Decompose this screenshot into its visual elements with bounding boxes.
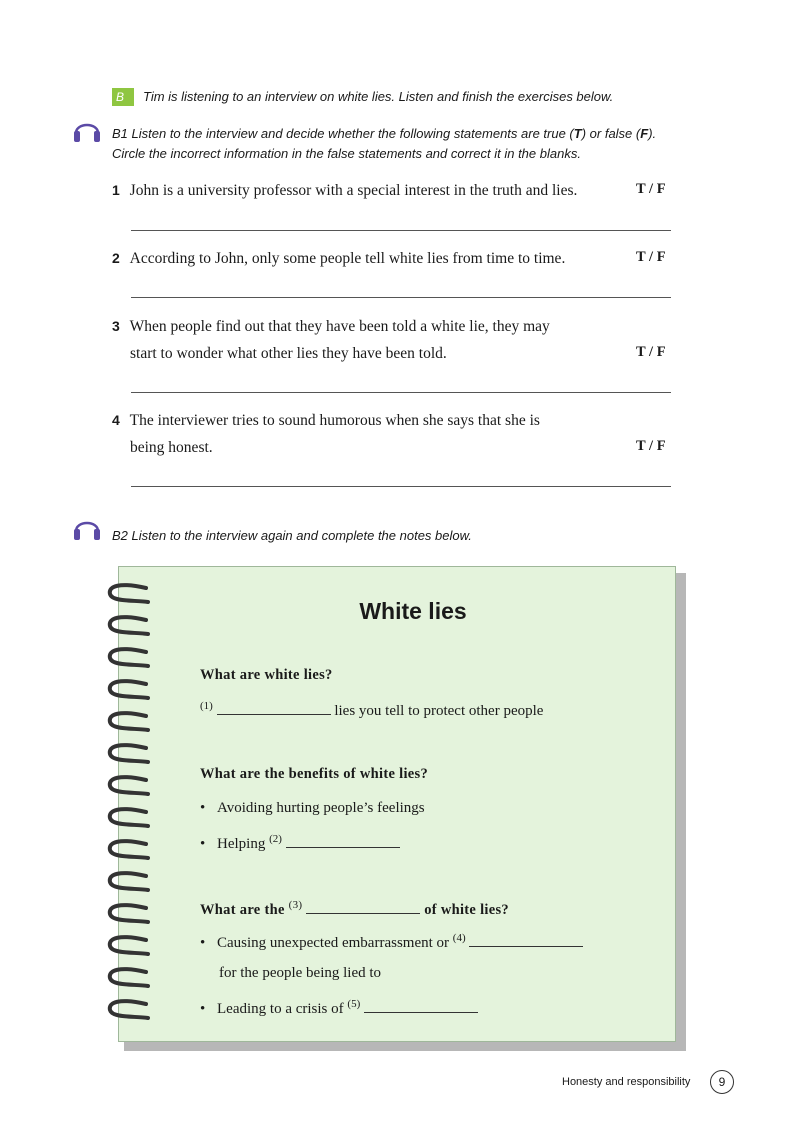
question-text-cont: start to wonder what other lies they have been told. — [130, 345, 447, 362]
true-false-choice[interactable]: T / F — [636, 438, 666, 454]
answer-line[interactable] — [131, 392, 671, 393]
section-intro: Tim is listening to an interview on white lies. Listen and finish the exercises below. — [143, 89, 614, 104]
headphones-icon — [72, 514, 102, 542]
false-letter: F — [640, 126, 649, 141]
headphones-icon — [72, 116, 102, 144]
question-number: 4 — [112, 412, 120, 428]
fill-blank-1[interactable] — [217, 702, 331, 715]
b1-instruction-line2: Circle the incorrect information in the false statements and correct it in the blanks. — [112, 146, 581, 161]
b2-instruction: B2 Listen to the interview again and complete the notes below. — [112, 528, 472, 543]
note-number: (4) — [452, 932, 466, 944]
section-badge: B — [112, 88, 134, 106]
fill-blank-2[interactable] — [286, 835, 400, 848]
question-number: 3 — [112, 318, 120, 334]
b1-instruction: B1 Listen to the interview and decide whether the following statements are true (T) or false (F). Circle the incorrect information in the false statements and correct it in the blanks. — [112, 124, 692, 164]
note-number: (3) — [288, 899, 303, 911]
page-number: 9 — [710, 1070, 734, 1094]
bullet-item: • Causing unexpected embarrassment or $^{(4)}$ — [200, 932, 583, 952]
question-number: 2 — [112, 250, 120, 266]
true-false-choice[interactable]: T / F — [636, 181, 666, 197]
question-text: According to John, only some people tell white lies from time to time. — [129, 250, 566, 267]
answer-line[interactable] — [131, 230, 671, 231]
question-1 — [112, 177, 577, 204]
question-number: 1 — [112, 182, 120, 198]
note-number: (2) — [269, 833, 282, 845]
true-false-choice[interactable]: T / F — [636, 249, 666, 265]
question-2 — [112, 245, 565, 272]
note-number: (5) — [347, 998, 361, 1010]
fill-blank-3[interactable] — [306, 901, 420, 914]
notebook-heading-1: What are white lies? — [200, 667, 333, 683]
fill-blank-4[interactable] — [469, 934, 583, 947]
question-text: When people find out that they have been told a white lie, they may — [129, 318, 550, 335]
question-3 — [112, 313, 550, 340]
answer-line[interactable] — [131, 297, 671, 298]
bullet-item-cont: for the people being lied to — [219, 965, 382, 981]
bullet-item: • Leading to a crisis of $^{(5)}$ — [200, 998, 478, 1018]
question-text-cont: being honest. — [130, 439, 213, 456]
notebook-heading-3: What are the $^{(3)}$ of white lies? — [200, 899, 509, 918]
question-text: The interviewer tries to sound humorous when she says that she is — [129, 412, 540, 429]
note-line-1: $^{(1)}$ lies you tell to protect other people — [200, 700, 544, 719]
notebook-title: White lies — [359, 598, 467, 624]
true-false-choice[interactable]: T / F — [636, 344, 666, 360]
bullet-item: • Helping $^{(2)}$ — [200, 833, 400, 853]
answer-line[interactable] — [131, 486, 671, 487]
question-4 — [112, 407, 540, 434]
fill-blank-5[interactable] — [364, 1000, 478, 1013]
footer-label: Honesty and responsibility — [562, 1076, 691, 1088]
question-text: John is a university professor with a special interest in the truth and lies. — [129, 182, 578, 199]
true-letter: T — [573, 126, 582, 141]
spiral-binding-icon — [100, 580, 156, 1030]
bullet-item: • Avoiding hurting people’s feelings — [200, 800, 425, 816]
notebook-heading-2: What are the benefits of white lies? — [200, 766, 429, 782]
note-number: (1) — [200, 700, 213, 712]
